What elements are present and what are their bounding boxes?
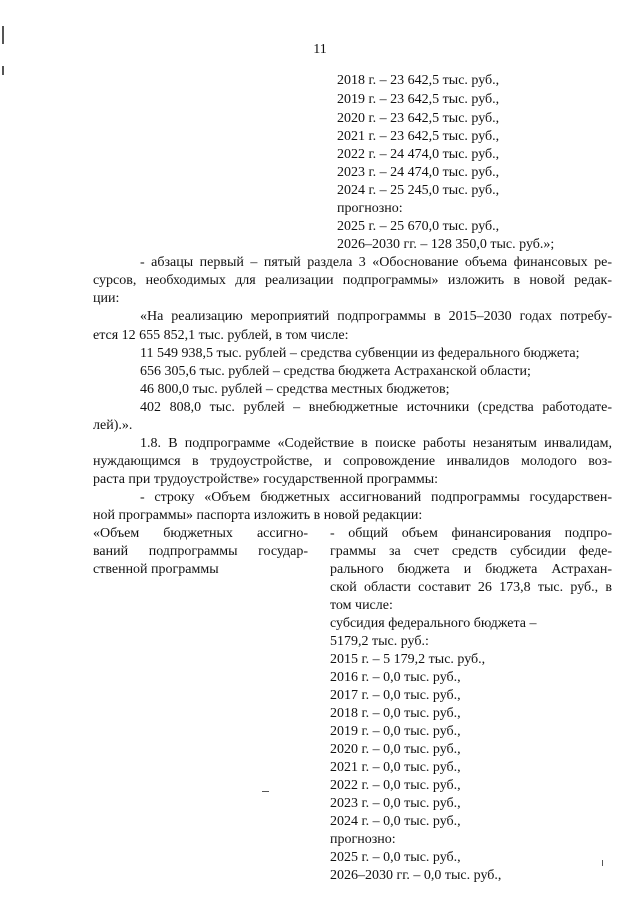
top-list-line: 2023 г. – 24 474,0 тыс. руб.,	[337, 165, 500, 180]
right-cell-line: 2021 г. – 0,0 тыс. руб.,	[330, 760, 461, 775]
scan-mark	[2, 66, 4, 75]
right-cell-line: 2020 г. – 0,0 тыс. руб.,	[330, 742, 461, 757]
right-cell-line: 2022 г. – 0,0 тыс. руб.,	[330, 778, 461, 793]
scan-mark	[602, 860, 603, 866]
body-line: ции:	[93, 291, 120, 306]
right-cell-line: 2017 г. – 0,0 тыс. руб.,	[330, 688, 461, 703]
body-line: 46 800,0 тыс. рублей – средства местных бюджетов;	[140, 382, 450, 397]
right-cell-line: субсидия федерального бюджета –	[330, 616, 537, 631]
right-cell-line: 2026–2030 гг. – 0,0 тыс. руб.,	[330, 868, 502, 883]
right-cell-line: прогнозно:	[330, 832, 396, 847]
left-cell-line: «Объем бюджетных ассигно-	[93, 526, 308, 541]
body-line: - абзацы первый – пятый раздела 3 «Обоснование объема финансовых ре-	[140, 255, 612, 270]
right-cell-line: ской области составит 26 173,8 тыс. руб., в	[330, 580, 612, 595]
body-line: ной программы» паспорта изложить в новой редакции:	[93, 508, 423, 523]
body-line: «На реализацию мероприятий подпрограммы в 2015–2030 годах потребу-	[140, 309, 612, 324]
top-list-line: 2020 г. – 23 642,5 тыс. руб.,	[337, 111, 500, 126]
right-cell-line: граммы за счет средств субсидии феде-	[330, 544, 612, 559]
scan-mark	[262, 791, 269, 792]
right-cell-line: рального бюджета и бюджета Астрахан-	[330, 562, 612, 577]
top-list-line: 2021 г. – 23 642,5 тыс. руб.,	[337, 129, 500, 144]
body-line: сурсов, необходимых для реализации подпрограммы» изложить в новой редак-	[93, 273, 612, 288]
body-line: нуждающимся в трудоустройстве, и сопровождение инвалидов молодого воз-	[93, 454, 612, 469]
body-line: 11 549 938,5 тыс. рублей – средства субвенции из федерального бюджета;	[140, 346, 580, 361]
top-list-line: 2019 г. – 23 642,5 тыс. руб.,	[337, 92, 500, 107]
body-line: 402 808,0 тыс. рублей – внебюджетные источники (средства работодате-	[140, 400, 612, 415]
top-list-line: 2022 г. – 24 474,0 тыс. руб.,	[337, 147, 500, 162]
body-line: 656 305,6 тыс. рублей – средства бюджета Астраханской области;	[140, 364, 531, 379]
right-cell-line: 2019 г. – 0,0 тыс. руб.,	[330, 724, 461, 739]
body-line: ется 12 655 852,1 тыс. рублей, в том числе:	[93, 328, 349, 343]
top-list-line: 2024 г. – 25 245,0 тыс. руб.,	[337, 183, 500, 198]
right-cell-line: - общий объем финансирования подпро-	[330, 526, 612, 541]
left-cell-line: ственной программы	[93, 562, 219, 577]
right-cell-line: 2016 г. – 0,0 тыс. руб.,	[330, 670, 461, 685]
right-cell-line: 2025 г. – 0,0 тыс. руб.,	[330, 850, 461, 865]
right-cell-line: 5179,2 тыс. руб.:	[330, 634, 429, 649]
body-line: раста при трудоустройстве» государственной программы:	[93, 472, 439, 487]
body-line: лей).».	[93, 418, 133, 433]
right-cell-line: 2018 г. – 0,0 тыс. руб.,	[330, 706, 461, 721]
right-cell-line: том числе:	[330, 598, 393, 613]
right-cell-line: 2024 г. – 0,0 тыс. руб.,	[330, 814, 461, 829]
top-list-line: прогнозно:	[337, 201, 403, 216]
body-line: 1.8. В подпрограмме «Содействие в поиске работы незанятым инвалидам,	[140, 436, 612, 451]
top-list-line: 2026–2030 гг. – 128 350,0 тыс. руб.»;	[337, 237, 555, 252]
right-cell-line: 2015 г. – 5 179,2 тыс. руб.,	[330, 652, 486, 667]
scan-mark	[2, 26, 4, 44]
page-number: 11	[313, 42, 327, 57]
body-line: - строку «Объем бюджетных ассигнований подпрограммы государствен-	[140, 490, 612, 505]
top-list-line: 2025 г. – 25 670,0 тыс. руб.,	[337, 219, 500, 234]
top-list-line: 2018 г. – 23 642,5 тыс. руб.,	[337, 73, 500, 88]
right-cell-line: 2023 г. – 0,0 тыс. руб.,	[330, 796, 461, 811]
left-cell-line: ваний подпрограммы государ-	[93, 544, 308, 559]
